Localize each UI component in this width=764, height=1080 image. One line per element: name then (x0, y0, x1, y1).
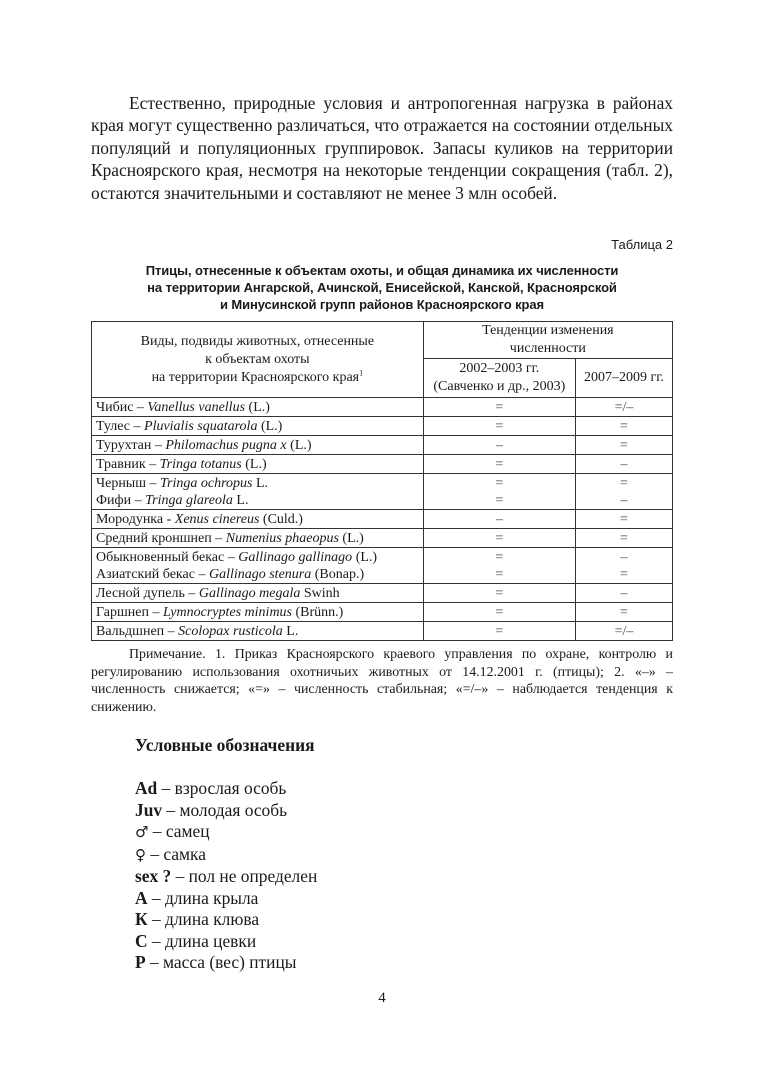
trend-2007-2009-cell (575, 529, 672, 548)
legend-item (135, 909, 317, 931)
trend-value: – (495, 511, 503, 527)
trend-value: = (620, 604, 628, 620)
trend-value: = (620, 566, 628, 582)
common-name: Гаршнеп – (96, 604, 163, 620)
species-cell (92, 510, 424, 529)
species-cell (92, 474, 424, 510)
species-cell (92, 436, 424, 455)
table-row (92, 417, 673, 436)
trend-value: – (495, 437, 503, 453)
trend-2007-2009-cell (575, 584, 672, 603)
common-name: Черныш – (96, 475, 160, 491)
legend-list (135, 778, 317, 974)
trend-value: = (620, 475, 628, 491)
legend-item (135, 952, 317, 974)
trend-value: =/– (614, 399, 634, 415)
trend-value: = (495, 492, 504, 508)
common-name: Обыкновенный бекас – (96, 549, 239, 565)
latin-name: Tringa totanus (159, 456, 242, 472)
species-cell (92, 548, 424, 584)
legend-key: С (135, 930, 148, 951)
legend-item (135, 844, 317, 867)
legend-item (135, 888, 317, 910)
species-cell (92, 584, 424, 603)
header-species (92, 322, 424, 398)
trend-2002-2003-cell (423, 603, 575, 622)
trend-value: = (495, 399, 504, 415)
species-name (96, 604, 419, 621)
female-symbol-icon: ♀ (135, 845, 146, 864)
table-title-line: и Минусинской групп районов Красноярского края (219, 297, 545, 312)
legend-desc: – длина клюва (147, 909, 260, 929)
table-label: Таблица 2 (611, 237, 673, 252)
trend-value: = (495, 585, 504, 601)
trend-value: = (620, 530, 628, 546)
table-row (92, 584, 673, 603)
latin-name: Numenius phaeopus (225, 530, 339, 546)
species-name (96, 566, 419, 583)
legend-key: Р (135, 952, 146, 972)
latin-name: Gallinago megala (198, 585, 301, 601)
table-row (92, 398, 673, 417)
species-name (96, 418, 419, 435)
legend-desc: – самка (146, 843, 206, 864)
latin-name: Lymnocryptes minimus (162, 604, 293, 620)
taxon-author: (Bonap.) (311, 566, 365, 582)
trend-2007-2009-cell (575, 398, 672, 417)
species-name (96, 492, 419, 509)
trend-value: – (620, 456, 628, 472)
taxon-author: (Culd.) (259, 511, 303, 527)
table-row (92, 474, 673, 510)
legend-desc: – молодая особь (162, 799, 288, 820)
taxon-author: Swinh (300, 585, 340, 601)
trend-2002-2003-cell (423, 417, 575, 436)
legend-item (135, 800, 317, 822)
table-title (91, 262, 673, 313)
trend-value: = (495, 418, 504, 434)
taxon-author: (L.) (245, 399, 270, 415)
latin-name: Pluvialis squatarola (144, 418, 258, 434)
legend-desc: – пол не определен (171, 866, 318, 886)
legend-item (135, 778, 317, 800)
table-title-line: на территории Ангарской, Ачинской, Енисейской, Канской, Красноярской (147, 280, 617, 295)
common-name: Азиатский бекас – (96, 566, 209, 582)
common-name: Вальдшнеп – (96, 623, 179, 639)
table-row (92, 510, 673, 529)
table-row (92, 455, 673, 474)
taxon-author: (L.) (352, 549, 378, 565)
taxon-author: L. (282, 623, 299, 639)
latin-name: Gallinago stenura (208, 566, 312, 582)
species-name (96, 549, 419, 566)
taxon-author: (Brünn.) (292, 604, 344, 620)
header-trend-line: численности (509, 341, 586, 356)
trend-2002-2003-cell (423, 548, 575, 584)
trend-2002-2003-cell (423, 510, 575, 529)
header-species-line: Виды, подвиды животных, отнесенные (140, 333, 375, 349)
page-number: 4 (378, 990, 386, 1006)
legend-key: Ad (135, 778, 158, 798)
trend-value: = (495, 530, 504, 546)
trend-value: = (620, 437, 628, 453)
species-name (96, 399, 419, 416)
trend-2007-2009-cell (575, 548, 672, 584)
body-paragraph: Естественно, природные условия и антропогенная нагрузка в районах края могут существенно различаться, что отражается на состоянии отдельных популяций и популяционных группировок. Запасы куликов на территории Красноярского края, несмотря на некоторые тенденции сокращения (табл. 2), остаются значительными и составляют не менее 3 млн особей. (91, 93, 673, 203)
species-cell (92, 529, 424, 548)
header-species-line: к объектам охоты (205, 351, 310, 367)
trend-2002-2003-cell (423, 398, 575, 417)
trend-2007-2009-cell (575, 455, 672, 474)
legend-item (135, 931, 317, 953)
header-period-2007-2009: 2007–2009 гг. (575, 359, 672, 398)
taxon-author: (L.) (241, 456, 267, 472)
trend-value: = (495, 623, 504, 639)
table-row (92, 548, 673, 584)
table-note: Примечание. 1. Приказ Красноярского краевого управления по охране, контролю и регулированию использования охотничьих животных от 14.12.2001 г. (птицы); 2. «–» – численность снижается; «=» – численность стабильная; «=/–» – наблюдается тенденция к снижению. (91, 647, 673, 715)
common-name: Тулес – (96, 418, 145, 434)
legend-item (135, 866, 317, 888)
species-name (96, 475, 419, 492)
header-period-2002-2003 (423, 359, 575, 398)
common-name: Чибис – (96, 399, 148, 415)
trend-2007-2009-cell (575, 417, 672, 436)
common-name: Мородунка - (96, 511, 175, 527)
legend-desc: – масса (вес) птицы (145, 952, 297, 972)
header-trend-line: Тенденции изменения (482, 323, 614, 338)
table-title-line: Птицы, отнесенные к объектам охоты, и общая динамика их численности (145, 263, 619, 278)
latin-name: Xenus cinereus (174, 511, 260, 527)
legend-key: sex ? (135, 866, 172, 886)
legend-key: А (135, 887, 148, 908)
common-name: Средний кроншнеп – (96, 530, 226, 546)
species-name (96, 530, 419, 547)
header-period-line: (Савченко и др., 2003) (433, 379, 566, 394)
legend-desc: – длина крыла (147, 887, 259, 908)
header-species-text: на территории Красноярского края (151, 369, 360, 385)
species-cell (92, 603, 424, 622)
latin-name: Vanellus vanellus (147, 399, 246, 415)
table-row (92, 529, 673, 548)
legend-desc: – длина цевки (147, 930, 257, 951)
header-trend-group (423, 322, 672, 359)
common-name: Турухтан – (96, 437, 166, 453)
species-cell (92, 622, 424, 641)
species-trend-table (91, 321, 673, 641)
header-species-line (96, 369, 419, 387)
trend-2002-2003-cell (423, 529, 575, 548)
latin-name: Tringa ochropus (160, 475, 253, 491)
trend-2002-2003-cell (423, 474, 575, 510)
legend-key: Juv (135, 799, 163, 820)
trend-value: – (620, 585, 628, 601)
common-name: Лесной дупель – (96, 585, 199, 601)
legend-desc: – взрослая особь (157, 778, 287, 798)
trend-2007-2009-cell (575, 436, 672, 455)
trend-2002-2003-cell (423, 584, 575, 603)
trend-2007-2009-cell (575, 474, 672, 510)
species-name (96, 511, 419, 528)
latin-name: Philomachus pugna x (165, 437, 287, 453)
species-name (96, 437, 419, 454)
taxon-author: L. (232, 492, 249, 508)
taxon-author: L. (252, 475, 269, 491)
trend-value: = (620, 418, 628, 434)
trend-2007-2009-cell (575, 603, 672, 622)
taxon-author: (L.) (286, 437, 312, 453)
trend-value: = (495, 549, 504, 565)
species-name (96, 623, 419, 640)
legend-item (135, 821, 317, 844)
species-name (96, 456, 419, 473)
species-name (96, 585, 419, 602)
trend-2007-2009-cell (575, 622, 672, 641)
trend-2002-2003-cell (423, 455, 575, 474)
table-row (92, 436, 673, 455)
table-row (92, 603, 673, 622)
latin-name: Scolopax rusticola (178, 623, 283, 639)
common-name: Травник – (96, 456, 160, 472)
trend-value: = (495, 566, 504, 582)
trend-value: =/– (614, 623, 634, 639)
trend-2002-2003-cell (423, 622, 575, 641)
taxon-author: (L.) (257, 418, 283, 434)
trend-value: – (620, 549, 628, 565)
common-name: Фифи – (96, 492, 146, 508)
trend-value: = (495, 604, 504, 620)
trend-2002-2003-cell (423, 436, 575, 455)
legend-title: Условные обозначения (135, 735, 315, 755)
male-symbol-icon: ♂ (135, 823, 149, 841)
trend-value: = (495, 475, 504, 491)
trend-value: – (620, 492, 628, 508)
latin-name: Tringa glareola (145, 492, 233, 508)
table-row (92, 622, 673, 641)
species-cell (92, 417, 424, 436)
trend-2007-2009-cell (575, 510, 672, 529)
header-period-line: 2002–2003 гг. (459, 361, 540, 376)
latin-name: Gallinago gallinago (238, 549, 353, 565)
species-cell (92, 398, 424, 417)
legend-key: К (135, 909, 148, 929)
taxon-author: (L.) (338, 530, 364, 546)
footnote-marker: 1 (359, 367, 364, 377)
trend-value: = (495, 456, 504, 472)
trend-value: = (620, 511, 628, 527)
species-cell (92, 455, 424, 474)
legend-desc: – самец (148, 821, 210, 841)
